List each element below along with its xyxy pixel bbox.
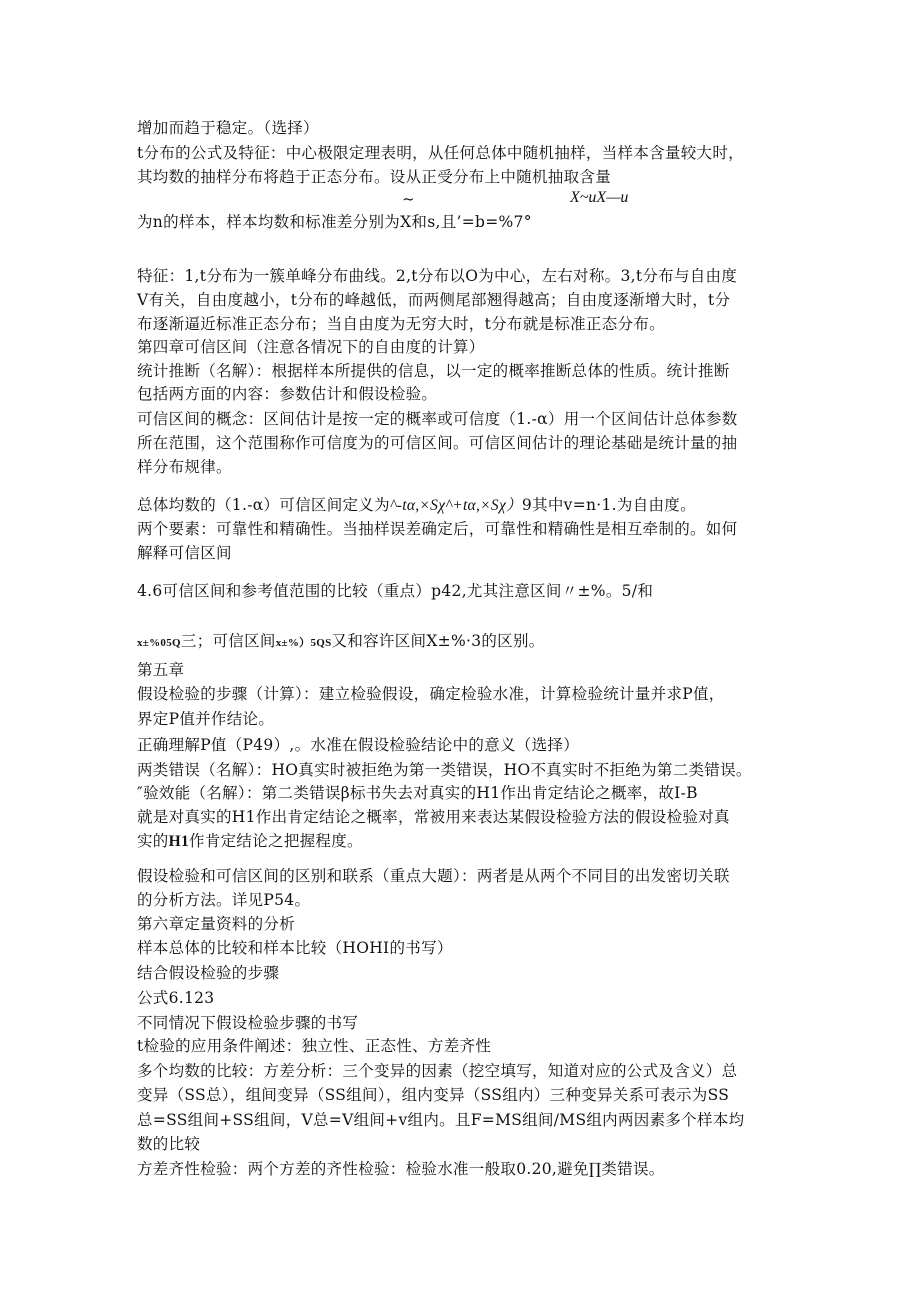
text-line: 包括两方面的内容：参数估计和假设检验。 <box>137 385 438 403</box>
text-line: 数的比较 <box>137 1135 201 1153</box>
text-line: 统计推断（名解）：根据样本所提供的信息，以一定的概率推断总体的性质。统计推断 <box>137 362 730 380</box>
text-line: 变异（SS总），组间变异（SS组间），组内变异（SS组内）三种变异关系可表示为SS <box>137 1086 730 1104</box>
text-line: 不同情况下假设检验步骤的书写 <box>137 1014 359 1032</box>
text-line-with-formula <box>137 630 545 654</box>
chapter-heading: 第六章定量资料的分析 <box>137 915 296 933</box>
text-line: 就是对真实的H1作出肯定结论之概率，常被用来表达某假设检验方法的假设检验对真 <box>137 808 730 826</box>
text-line: t检验的应用条件阐述：独立性、正态性、方差齐性 <box>137 1037 492 1055</box>
text-fragment-bold: H1 <box>168 833 190 850</box>
text-line: 所在范围，这个范围称作可信度为的可信区间。可信区间估计的理论基础是统计量的抽 <box>137 434 738 452</box>
text-fragment: 作肯定结论之把握程度。 <box>189 832 363 850</box>
formula-prefix: 总体均数的（1.-α）可信区间定义为 <box>137 496 390 514</box>
text-line: 可信区间的概念：区间估计是按一定的概率或可信度（1.-α）用一个区间估计总体参数 <box>137 410 738 428</box>
text-line: 样本总体的比较和样本比较（HOHI的书写） <box>137 939 453 957</box>
text-line: V有关，自由度越小，t分布的峰越低，而两侧尾部翘得越高；自由度逐渐增大时，t分 <box>137 291 731 309</box>
text-line: 正确理解P值（P49）,。水准在假设检验结论中的意义（选择） <box>137 736 580 754</box>
text-line: 为n的样本，样本均数和标准差分别为X和s,且’=b=%7° <box>137 213 532 231</box>
text-line: ″验效能（名解）：第二类错误β标书失去对真实的H1作出肯定结论之概率，故I-B <box>137 784 698 802</box>
text-line: 界定P值并作结论。 <box>137 710 275 728</box>
text-line: 方差齐性检验：两个方差的齐性检验：检验水准一般取0.20,避免∏类错误。 <box>137 1160 665 1178</box>
formula-suffix: 9其中v=n·1.为自由度。 <box>521 496 696 514</box>
text-line: 总=SS组间+SS组间，V总=V组间+v组内。且F=MS组间/MS组内两因素多个样本均 <box>137 1111 745 1129</box>
text-line: 公式6.123 <box>137 989 215 1007</box>
text-line <box>137 830 363 853</box>
text-line: 多个均数的比较：方差分析：三个变异的因素（挖空填写，知道对应的公式及含义）总 <box>137 1062 738 1080</box>
chapter-heading: 第五章 <box>137 661 185 679</box>
text-fragment: 三；可信区间 <box>180 632 276 650</box>
text-line: 假设检验和可信区间的区别和联系（重点大题）：两者是从两个不同目的出发密切关联 <box>137 867 730 885</box>
text-line: 增加而趋于稳定。（选择） <box>137 119 319 137</box>
formula-fragment: x±%05Q <box>137 637 181 649</box>
chapter-heading: 第四章可信区间（注意各情况下的自由度的计算） <box>137 338 485 356</box>
formula-tilde: ~ <box>402 190 415 208</box>
text-line: 样分布规律。 <box>137 458 232 476</box>
text-fragment: 又和容许区间X±%·3的区别。 <box>331 632 545 650</box>
text-fragment: 实的 <box>137 832 169 850</box>
text-line: 特征：1,t分布为一簇单峰分布曲线。2,t分布以O为中心，左右对称。3,t分布与自由度 <box>137 267 738 285</box>
formula-fragment: X~uX—u <box>570 189 629 206</box>
text-line: t分布的公式及特征：中心极限定理表明，从任何总体中随机抽样，当样本含量较大时， <box>137 144 744 162</box>
text-line: 两类错误（名解）：HO真实时被拒绝为第一类错误，HO不真实时不拒绝为第二类错误。 <box>137 761 752 779</box>
text-line: 其均数的抽样分布将趋于正态分布。设从正受分布上中随机抽取含量 <box>137 168 612 186</box>
text-line: 两个要素：可靠性和精确性。当抽样误差确定后，可靠性和精确性是相互牵制的。如何 <box>137 520 738 538</box>
text-line: 布逐渐逼近标准正态分布；当自由度为无穷大时，t分布就是标准正态分布。 <box>137 315 665 333</box>
formula-interval: ^-tα,×Sχ^+tα,×Sχ） <box>389 497 522 514</box>
text-line: 解释可信区间 <box>137 544 232 562</box>
formula-fragment: x±%）5QS <box>275 637 332 649</box>
text-line: 假设检验的步骤（计算）：建立检验假设，确定检验水准，计算检验统计量并求P值， <box>137 685 725 703</box>
text-line-with-formula <box>137 494 696 517</box>
text-line: 结合假设检验的步骤 <box>137 964 280 982</box>
text-line: 4.6可信区间和参考值范围的比较（重点）p42,尤其注意区间〃±%。5/和 <box>137 582 654 600</box>
text-line: 的分析方法。详见P54。 <box>137 891 311 909</box>
